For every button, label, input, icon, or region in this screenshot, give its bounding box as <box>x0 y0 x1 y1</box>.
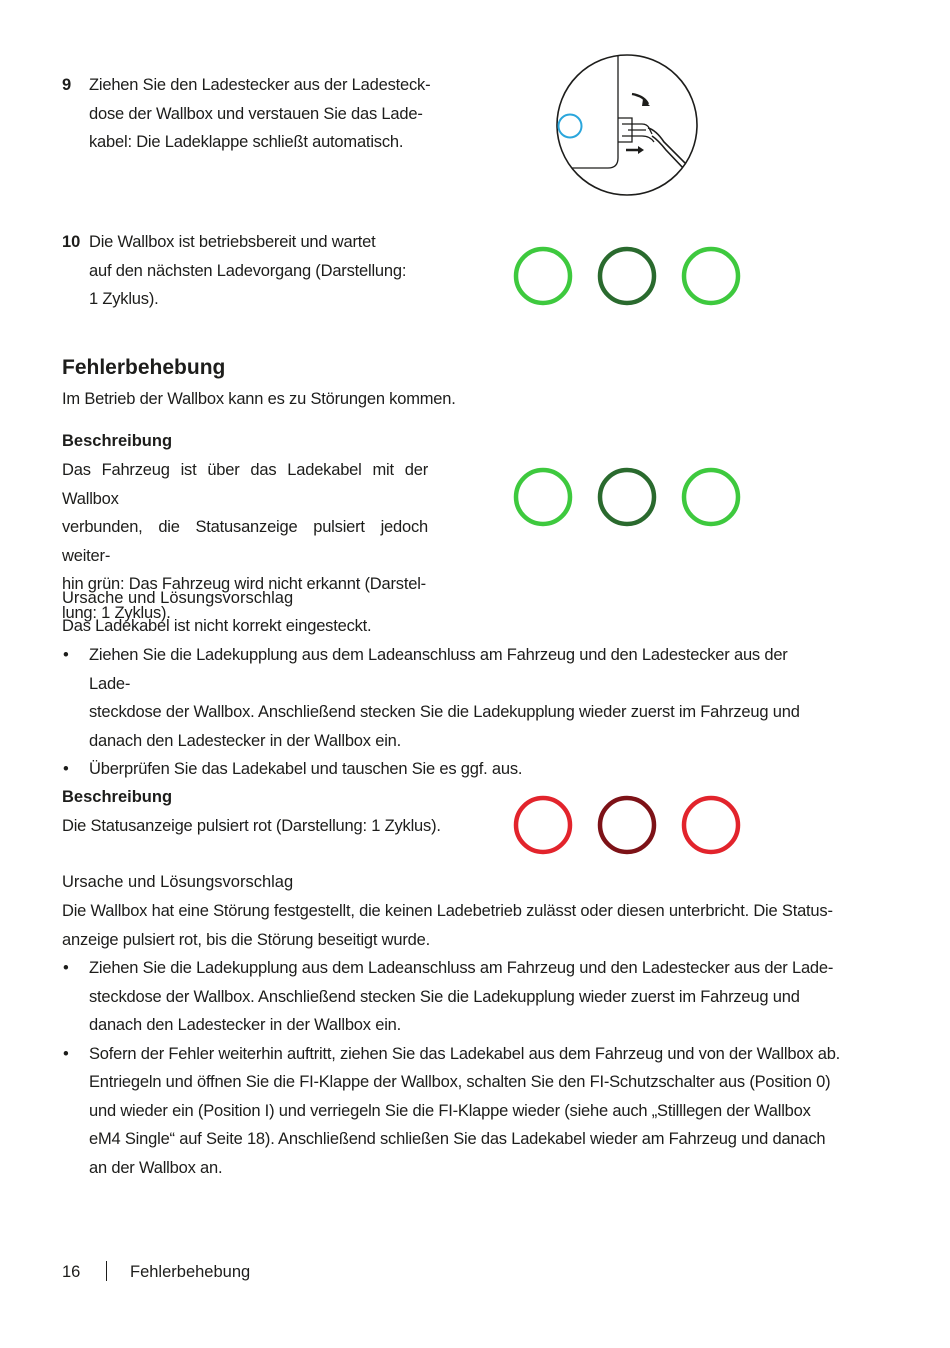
list-item <box>62 641 822 755</box>
list-item <box>62 755 822 784</box>
fault1-cause-heading: Ursache und Lösungsvorschlag <box>62 589 294 607</box>
list-item-line: an der Wallbox an. <box>89 1158 223 1177</box>
list-item-line: Ziehen Sie die Ladekupplung aus dem Ladeanschluss am Fahrzeug und den Ladestecker aus der Lade- <box>89 959 834 977</box>
led-ring-light-red <box>684 798 738 852</box>
fault1-cause-text: Das Ladekabel ist nicht korrekt eingesteckt. <box>62 617 372 635</box>
led-ring-dark-green <box>600 249 654 303</box>
fault2-cause-line: Die Wallbox hat eine Störung festgestellt, die keinen Ladebetrieb zulässt oder diesen unterbricht. Die Status- <box>62 902 833 920</box>
fault1-desc-line: Das Fahrzeug ist über das Ladekabel mit der Wallbox <box>62 461 428 508</box>
list-item-line: danach den Ladestecker in der Wallbox ein. <box>89 1016 402 1034</box>
list-item-line: Entriegeln und öffnen Sie die FI-Klappe der Wallbox, schalten Sie den FI-Schutzschalter aus (Position 0) <box>89 1073 831 1091</box>
fault2-description-heading: Beschreibung <box>62 788 173 806</box>
fault1-desc-line: lung: 1 Zyklus). <box>62 603 171 622</box>
led-ring-light-green <box>516 470 570 524</box>
step-10-line: Die Wallbox ist betriebsbereit und wartet <box>89 233 376 251</box>
status-led-green-pulse-1 <box>510 243 744 309</box>
step-9-line: dose der Wallbox und verstauen Sie das Lade- <box>89 104 423 123</box>
footer-section-name: Fehlerbehebung <box>130 1263 251 1281</box>
led-ring-dark-green <box>600 470 654 524</box>
list-item-line: eM4 Single“ auf Seite 18). Anschließend schließen Sie das Ladekabel wieder am Fahrzeug und danach <box>89 1130 826 1148</box>
step-9-number: 9 <box>62 76 72 94</box>
fault2-cause-heading: Ursache und Lösungsvorschlag <box>62 873 294 891</box>
fault1-solution-list <box>62 641 822 784</box>
list-item <box>62 1040 842 1183</box>
step-10-number: 10 <box>62 233 81 251</box>
footer-divider <box>106 1261 107 1281</box>
bullet-icon: • <box>63 1044 69 1063</box>
list-item-line: Überprüfen Sie das Ladekabel und tauschen Sie es ggf. aus. <box>89 760 523 778</box>
status-led-green-pulse-2 <box>510 464 744 530</box>
step-9-line: Ziehen Sie den Ladestecker aus der Ladesteck- <box>89 76 431 94</box>
status-led-red-pulse <box>510 792 744 858</box>
fault1-desc-line: hin grün: Das Fahrzeug wird nicht erkannt (Darstel- <box>62 575 426 593</box>
list-item-line: Ziehen Sie die Ladekupplung aus dem Ladeanschluss am Fahrzeug und den Ladestecker aus der Lade- <box>89 646 788 693</box>
list-item-line: steckdose der Wallbox. Anschließend stecken Sie die Ladekupplung wieder zuerst im Fahrzeug und <box>89 703 800 721</box>
unplug-illustration <box>552 50 702 200</box>
step-9-line: kabel: Die Ladeklappe schließt automatisch. <box>89 133 404 151</box>
led-ring-light-green <box>684 470 738 524</box>
list-item <box>62 954 842 1040</box>
fault1-desc-line: verbunden, die Statusanzeige pulsiert jedoch weiter- <box>62 518 428 565</box>
led-ring-dark-red <box>600 798 654 852</box>
list-item-line: danach den Ladestecker in der Wallbox ein. <box>89 731 402 750</box>
bullet-icon: • <box>63 646 69 664</box>
step-10-line: auf den nächsten Ladevorgang (Darstellung: <box>89 261 407 280</box>
page-number: 16 <box>62 1263 81 1281</box>
fault2-description: Die Statusanzeige pulsiert rot (Darstellung: 1 Zyklus). <box>62 817 441 835</box>
fault2-cause-text <box>62 897 842 954</box>
step-10-text <box>89 228 489 314</box>
list-item-line: und wieder ein (Position I) und verriegeln Sie die FI-Klappe wieder (siehe auch „Stilllegen der Wallbox <box>89 1101 811 1120</box>
list-item-line: Sofern der Fehler weiterhin auftritt, ziehen Sie das Ladekabel aus dem Fahrzeug und von der Wallbox ab. <box>89 1044 841 1063</box>
fault1-description-heading: Beschreibung <box>62 432 173 450</box>
section-title: Fehlerbehebung <box>62 356 226 379</box>
step-10-line: 1 Zyklus). <box>89 290 159 308</box>
led-ring-light-green <box>516 249 570 303</box>
led-ring-light-green <box>684 249 738 303</box>
fault2-solution-list <box>62 954 842 1182</box>
list-item-line: steckdose der Wallbox. Anschließend stecken Sie die Ladekupplung wieder zuerst im Fahrzeug und <box>89 987 800 1006</box>
fault2-cause-line: anzeige pulsiert rot, bis die Störung beseitigt wurde. <box>62 930 430 949</box>
led-ring-light-red <box>516 798 570 852</box>
section-intro: Im Betrieb der Wallbox kann es zu Störungen kommen. <box>62 390 456 408</box>
step-9-text <box>89 71 509 157</box>
bullet-icon: • <box>63 760 69 778</box>
bullet-icon: • <box>63 959 69 977</box>
